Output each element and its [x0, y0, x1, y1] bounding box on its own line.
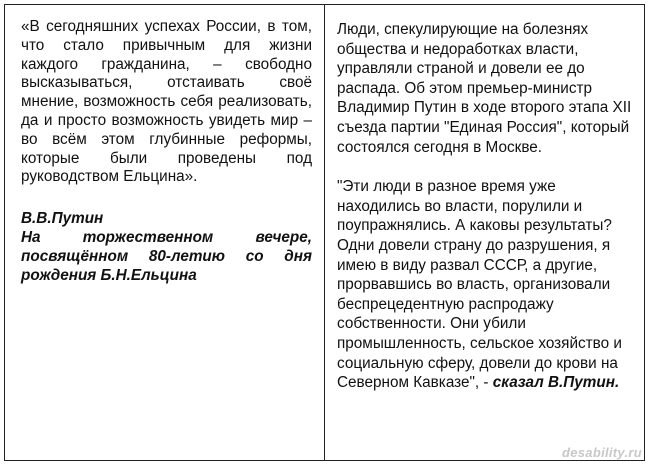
yeltsin-praise-quote: «В сегодняшних успехах России, в том, что стало привычным для жизни каждого гражданина, – свободно высказываться, отстаивать своё мнение, возможность себя реализовать, да и просто возможность увидеть мир – во всём этом глубинные реформы, которые были проведены под руководством Ельцина».: [21, 18, 312, 186]
congress-quote: [337, 177, 633, 393]
quote-attribution: сказал В.Путин.: [492, 374, 620, 392]
watermark: desability.ru: [562, 445, 642, 460]
comparison-table: [4, 4, 645, 461]
news-intro: Люди, спекулирующие на болезнях общества и недоработках власти, управляли страной и довели ее до распада. Об этом премьер-министр Владимир Путин в ходе второго этапа XII съезда партии "Единая Россия", который состоялся сегодня в Москве.: [337, 21, 632, 156]
congress-quote-text: "Эти люди в разное время уже находились во власти, порулили и поупражнялись. А каковы результаты? Одни довели страну до разрушения, я имею в виду развал СССР, а другие, прорвавшись во власть, организовали беспрецедентную распродажу собственности. Они убили промышленность, сельское хозяйство и социальную сферу, довели до крови на Северном Кавказе", -: [337, 178, 622, 392]
right-column: [325, 5, 643, 460]
quote-author: В.В.Путин: [21, 210, 104, 228]
quote-occasion: На торжественном вечере, посвящённом 80-летию со дня рождения Б.Н.Ельцина: [21, 229, 312, 285]
left-signature: [21, 209, 312, 285]
left-column: [5, 5, 325, 460]
